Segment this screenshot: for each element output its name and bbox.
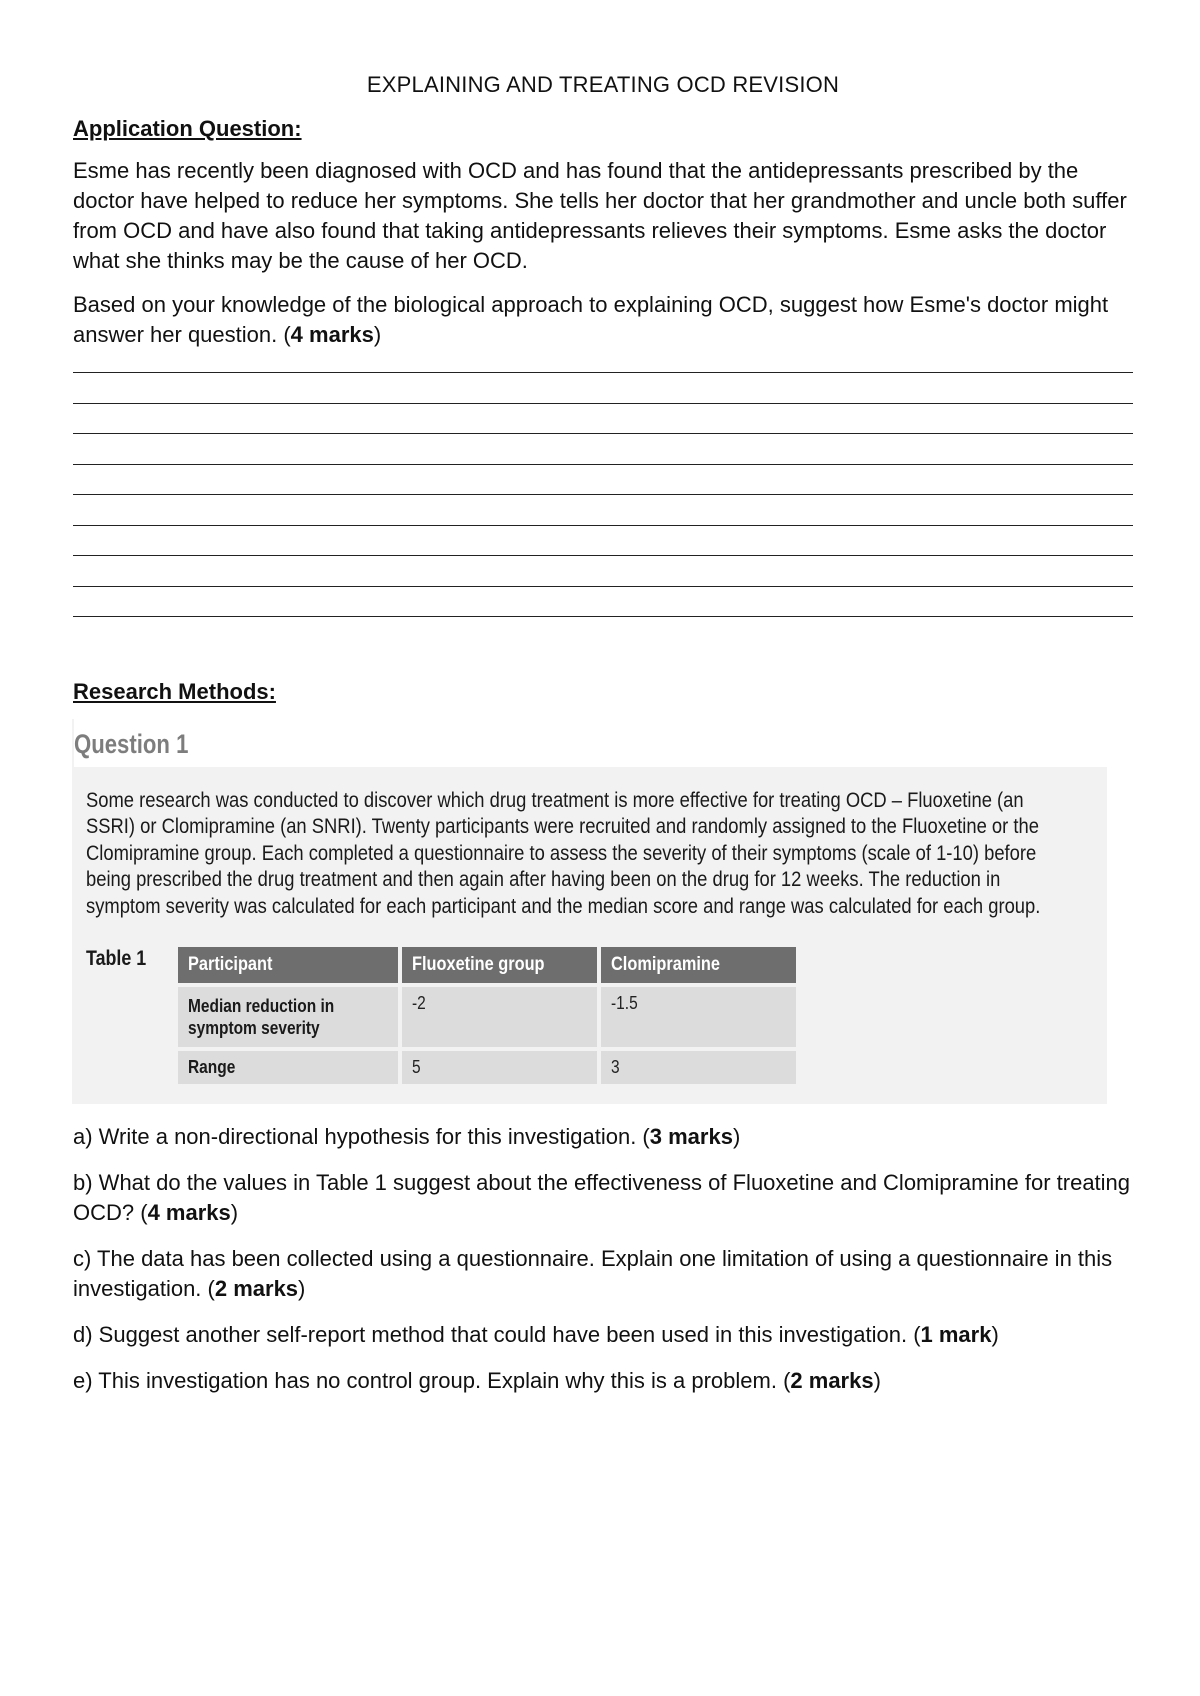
results-table	[174, 943, 800, 1088]
table-cell: -1.5	[601, 987, 796, 1047]
question-item	[73, 1320, 1133, 1350]
question-item-text: a) Write a non-directional hypothesis for this investigation. (	[73, 1123, 650, 1149]
question-list	[73, 1122, 1133, 1396]
question-item-marks: 1 mark	[920, 1321, 992, 1347]
question-figure	[72, 719, 1107, 1104]
worksheet-page	[73, 72, 1133, 1412]
application-scenario: Esme has recently been diagnosed with OCD and has found that the antidepressants prescribed by the doctor have helped to reduce her symptoms. She tells her doctor that her grandmother and uncle both suffer from OCD and have also found that taking antidepressants relieves their symptoms. Esme asks the doctor what she thinks may be the cause of her OCD.	[73, 158, 1127, 273]
prompt-close: )	[373, 322, 382, 347]
question-item	[73, 1244, 1133, 1304]
answer-line[interactable]	[73, 616, 1133, 617]
question-item-marks: 2 marks	[214, 1275, 299, 1301]
table-row	[178, 987, 796, 1047]
table-header-cell: Fluoxetine group	[402, 947, 597, 983]
table-cell: -2	[402, 987, 597, 1047]
question-item	[73, 1366, 1133, 1396]
question-item-text: c) The data has been collected using a questionnaire. Explain one limitation of using a questionnaire in this investigation. (	[73, 1245, 1113, 1301]
question-item-close: )	[298, 1275, 306, 1301]
application-prompt	[73, 290, 1133, 350]
application-section	[73, 116, 1133, 617]
prompt-text: Based on your knowledge of the biological approach to explaining OCD, suggest how Esme's doctor might answer her question. (	[73, 292, 1109, 347]
table-cell: 3	[601, 1051, 796, 1084]
table-row-label: Median reduction in symptom severity	[178, 987, 398, 1047]
answer-line[interactable]	[73, 403, 1133, 404]
research-heading: Research Methods:	[73, 678, 276, 704]
question-item-close: )	[732, 1123, 741, 1149]
question-item-close: )	[873, 1367, 881, 1393]
table-header-cell: Clomipramine	[601, 947, 796, 983]
page-title: EXPLAINING AND TREATING OCD REVISION	[366, 72, 840, 97]
question-item-marks: 4 marks	[147, 1199, 231, 1225]
question-item	[73, 1122, 1133, 1152]
question-item-close: )	[991, 1321, 999, 1347]
research-section	[73, 679, 1133, 1396]
answer-lines	[73, 372, 1133, 617]
answer-line[interactable]	[73, 494, 1133, 495]
question-item-close: )	[230, 1199, 239, 1225]
question-item-marks: 2 marks	[790, 1367, 874, 1393]
question-item-text: e) This investigation has no control group. Explain why this is a problem. (	[73, 1367, 791, 1393]
question-item-text: b) What do the values in Table 1 suggest about the effectiveness of Fluoxetine and Clomipramine for treating OCD? (	[73, 1169, 1131, 1225]
answer-line[interactable]	[73, 586, 1133, 587]
question-text: Some research was conducted to discover which drug treatment is more effective for treating OCD – Fluoxetine (an SSRI) or Clomipramine (an SNRI). Twenty participants were recruited and randomly assigned to the Fluoxetine or the Clomipramine group. Each completed a questionnaire to assess the severity of their symptoms (scale of 1-10) before being prescribed the drug treatment and then again after having been on the drug for 12 weeks. The reduction in symptom severity was calculated for each participant and the median score and range was calculated for each group.	[86, 787, 1041, 918]
application-heading: Application Question:	[73, 116, 302, 141]
question-header	[74, 719, 1107, 767]
answer-line[interactable]	[73, 433, 1133, 434]
table-row-label: Range	[178, 1051, 398, 1084]
table-label: Table 1	[86, 946, 147, 970]
question-item-marks: 3 marks	[649, 1123, 733, 1149]
answer-line[interactable]	[73, 555, 1133, 556]
answer-line[interactable]	[73, 525, 1133, 526]
table-header-cell: Participant	[178, 947, 398, 983]
question-item	[73, 1168, 1133, 1228]
question-title: Question 1	[74, 728, 189, 759]
prompt-marks: 4 marks	[290, 322, 374, 347]
table-row	[178, 1051, 796, 1084]
answer-line[interactable]	[73, 372, 1133, 373]
table-cell: 5	[402, 1051, 597, 1084]
answer-line[interactable]	[73, 464, 1133, 465]
question-item-text: d) Suggest another self-report method that could have been used in this investigation. (	[73, 1321, 921, 1347]
table-header-row	[178, 947, 796, 983]
